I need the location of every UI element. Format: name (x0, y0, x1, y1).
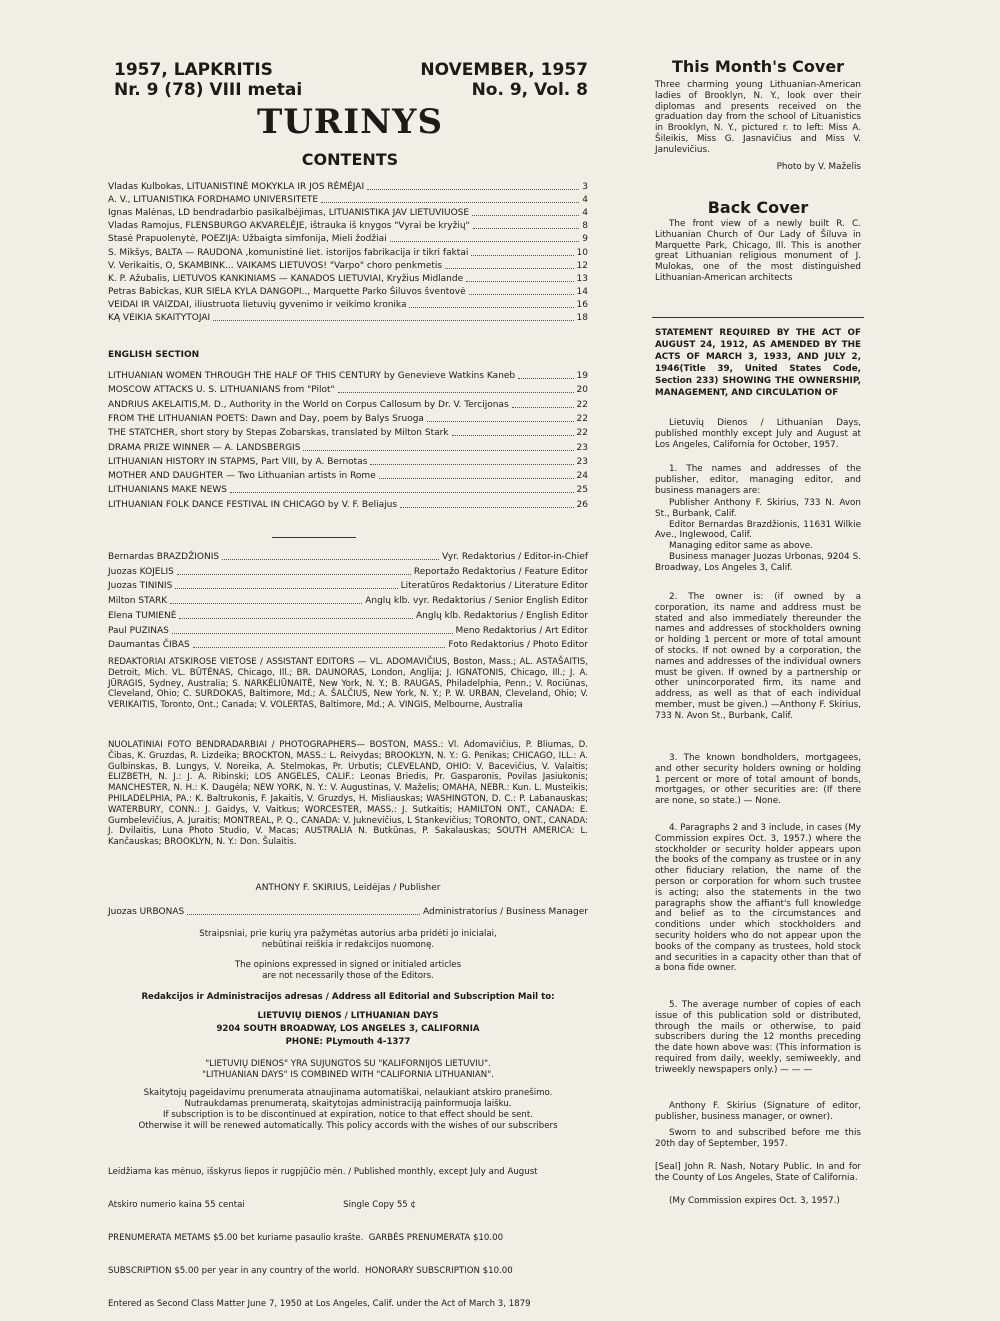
toc-entry-value: 16 (576, 299, 588, 310)
toc-entry-text: ANDRIUS AKELAITIS,M. D., Authority in the World on Corpus Callosum by Dr. V. Tercijonas (108, 399, 509, 410)
statement-p0: Lietuvių Dienos / Lithuanian Days, published monthly except July and August at Los Angeles, California for October, 1957. (655, 418, 861, 450)
toc-entry-text: Vladas Ramojus, FLENSBURGO AKVARELĖJE, ištrauka iš knygos "Vyrai be kryžių" (108, 221, 470, 232)
staff-entry-text: Daumantas ČIBAS (108, 640, 190, 651)
staff-entry-text: Milton STARK (108, 596, 168, 607)
staff-entry-text: Juozas TININIS (108, 581, 173, 592)
staff-entry-value: Anglų klb. vyr. Redaktorius / Senior English Editor (365, 596, 588, 607)
toc-entry-value: 23 (576, 442, 588, 453)
staff-entry-text: Juozas KOJELIS (108, 566, 174, 577)
leader-dots (452, 427, 574, 436)
toc-entry-value: 14 (576, 286, 588, 297)
leader-dots (400, 499, 574, 508)
staff-entry-text: Elena TUMIENĖ (108, 610, 177, 621)
statement-p3: 3. The known bondholders, mortgagees, and other security holders owning or holding 1 percent or more of total amount of bonds, mortgages, or other securities are: (If there are none, so state.) — None. (655, 753, 861, 807)
note-en-line: are not necessarily those of the Editors. (262, 971, 434, 981)
footer-line: SUBSCRIPTION $5.00 per year in any country of the world. HONORARY SUBSCRIPTION $10.00 (108, 1266, 513, 1276)
page-subtitle: CONTENTS (301, 150, 399, 169)
leader-dots (177, 566, 411, 575)
leader-dots (370, 456, 573, 465)
toc-entry-text: THE STATCHER, short story by Stepas Zobarskas, translated by Milton Stark (108, 428, 449, 439)
footer-line: Entered as Second Class Matter June 7, 1950 at Los Angeles, Calif. under the Act of March 3, 1879 (108, 1299, 531, 1309)
administrator-row (108, 906, 588, 918)
leader-dots (427, 413, 574, 422)
toc-entry-value: 4 (582, 195, 588, 206)
statement-p4: 4. Paragraphs 2 and 3 include, in cases (My Commission expires Oct. 3, 1957.) where the stockholder or security holder appears upon the books of the company as trustee or in any other fiduciary relation, the name of the person or corporation for whom such trustee is acting; also the statements in the two paragraphs show the affiant's full knowledge and belief as to the circumstances and conditions under which stockholders and security holders who do not appear upon the books of the company as trustees, hold stock and securities in a capacity other than that of a bona fide owner. (655, 823, 861, 974)
subscription-line: Otherwise it will be renewed automatically. This policy accords with the wishes of our subscribers (138, 1121, 558, 1131)
staff-entry (108, 610, 588, 622)
leader-dots (469, 286, 574, 295)
leader-dots (472, 207, 579, 216)
toc-entry-text: Stasė Prapuolenytė, POEZIJA: Užbaigta simfonija, Mieli žodžiai (108, 234, 387, 245)
toc-entry (108, 484, 588, 496)
publisher: ANTHONY F. SKIRIUS, Leidėjas / Publisher (255, 883, 441, 893)
toc-entry-text: LITHUANIAN FOLK DANCE FESTIVAL IN CHICAGO by V. F. Beliajus (108, 499, 398, 510)
toc-entry-text: S. Mikšys, BALTA — RAUDONA ,komunistinė liet. istorijos fabrikacija ir tikri faktai (108, 247, 469, 258)
toc-entry-text: LITHUANIAN HISTORY IN STAPMS, Part VIII, by A. Bernotas (108, 456, 368, 467)
staff-entry (108, 580, 588, 592)
photographers: NUOLATINIAI FOTO BENDRADARBIAI / PHOTOGRAPHERS— BOSTON, MASS.: Vl. Adomavičius, P. Bliumas, D. Čibas, K. Gruzdas, R. Lizdeika; BROCKTON, MASS.: L. Reivydas; BROOKLYN, N. Y.: G. Penikas; CHICAGO, ILL.: A. Gulbinskas, B. Lungys, V. Noreika, A. Stelmokas, Pr. Urbutis; CLEVELAND, OHIO: V. Bacevičius, V. Valaitis; ELIZBETH, N. J.: J. A. Ribinski; LOS ANGELES, CALIF.: Leonas Briedis, Pr. Gasparonis, Povilas Jasiukonis; MANCHESTER, N. H.: K. Daugėla; NEW YORK, N. Y.: V. Augustinas, V. Maželis; OMAHA, NEBR.: Kun. L. Musteikis; PHILADELPHIA, PA.: K. Baltrukonis, F. Jakaitis, V. Gruzdys, H. Misliauskas; WASHINGTON, D. C.: P. Labanauskas; WATERBURY, CONN.: J. Gaidys, V. Vaitkus; WORCESTER, MASS.: J. Sutkaitis; HAMILTON ONT., CANADA: E. Gumbelevičius, A. Juraitis; MONTREAL, P. Q., CANADA: V. Juknevičius, L Stankevičius; TORONTO, ONT., CANADA: J. Dvilaitis, Luna Photo Studio, V. Macas; AUSTRALIA N. Butkūnas, P. Sakalauskas; SOUTH AMERICA: L. Kančauskas; BROOKLYN, N. Y.: Don. Šulaitis. (108, 740, 588, 848)
toc-entry-value: 22 (576, 428, 588, 439)
toc-entry-value: 8 (582, 221, 588, 232)
staff-entry-text: Paul PUZINAS (108, 625, 169, 636)
statement-p1-list (655, 498, 861, 574)
address-line: 9204 SOUTH BROADWAY, LOS ANGELES 3, CALIFORNIA (216, 1024, 480, 1034)
leader-dots (170, 595, 362, 604)
statement-p1: 1. The names and addresses of the publisher, editor, managing editor, and business managers are: (655, 464, 861, 496)
staff-entry (108, 639, 588, 651)
staff-entry-text: Bernardas BRAZDŽIONIS (108, 552, 220, 562)
leader-dots (466, 273, 573, 282)
address-label: Redakcijos ir Administracijos adresas / Address all Editorial and Subscription Mail to: (141, 992, 555, 1002)
toc-entry-text: MOTHER AND DAUGHTER — Two Lithuanian artists in Rome (108, 471, 376, 482)
toc-entry (108, 384, 588, 396)
toc-entry (108, 370, 588, 382)
toc-entry-value: 9 (582, 234, 588, 245)
leader-dots (172, 625, 453, 634)
leader-dots (213, 312, 573, 321)
leader-dots (445, 260, 573, 269)
date-en: NOVEMBER, 1957 (420, 60, 588, 80)
merger-line: "LITHUANIAN DAYS" IS COMBINED WITH "CALIFORNIA LITHUANIAN". (202, 1070, 494, 1080)
leader-dots (193, 639, 446, 648)
toc-entry-value: 26 (576, 499, 588, 510)
footer-line: PRENUMERATA METAMS $5.00 bet kuriame pasaulio krašte. GARBĖS PRENUMERATA $10.00 (108, 1233, 504, 1243)
toc-entry-text: LITHUANIANS MAKE NEWS (108, 485, 227, 496)
address (108, 1010, 588, 1049)
toc-entry (108, 442, 588, 454)
administrator-role: Administratorius / Business Manager (423, 907, 588, 917)
toc-entry-text: Ignas Malėnas, LD bendradarbio pasikalbėjimas, LITUANISTIKA JAV LIETUVIUOSE (108, 208, 470, 219)
toc-entry-value: 22 (576, 413, 588, 424)
toc-entry (108, 399, 588, 411)
subscription-line: If subscription is to be discontinued at expiration, notice to that effect should be sent. (163, 1110, 533, 1120)
staff-entry (108, 625, 588, 637)
back-cover-text: The front view of a newly built R. C. Lithuanian Church of Our Lady of Šiluva in Marquette Park, Chicago, Ill. This is another great Lithuanian religious monument of J. Mulokas, one of the most distinguished Lithuanian-American architects (655, 219, 861, 283)
leader-dots (175, 580, 397, 589)
toc-entry-text: DRAMA PRIZE WINNER — A. LANDSBERGIS (108, 442, 301, 453)
dots (187, 906, 420, 915)
toc-entry (108, 299, 588, 311)
assistant-editors: REDAKTORIAI ATSKIROSE VIETOSE / ASSISTANT EDITORS — VL. ADOMAVIČIUS, Boston, Mass.; AL. ASTAŠAITIS, Detroit, Mich. VL. BŪTĖNAS, Chicago, Ill.; BR. DAUNORAS, London, Anglija; J. IGNATONIS, Chicago, Ill.; J. A. JŪRAGIS, Sydney, Australia; S. NARKĖLIŪNAITĖ, New York, N. Y.; B. RAUGAS, Philadelphia, Penn.; V. Rociūnas, Cleveland, Ohio; C. SURDOKAS, Baltimore, Md.; A. ŠALČIUS, New York, N. Y.; P. W. URBAN, Cleveland, Ohio; V. VERIKAITIS, Toronto, Ont.; Canada; V. VOLERTAS, Baltimore, Md.; A. VINGIS, Melbourne, Australia (108, 657, 588, 711)
toc-entry-text: V. Verikaitis, O, SKAMBINK... VAIKAMS LIETUVOS! "Varpo" choro penkmetis (108, 260, 443, 271)
cover-title: This Month's Cover (671, 57, 845, 76)
issue-en: No. 9, Vol. 8 (471, 80, 588, 100)
subscription-note (108, 1088, 588, 1132)
statement-signature: Anthony F. Skirius (Signature of editor, publisher, business manager, or owner). (655, 1101, 861, 1122)
divider (652, 317, 864, 318)
leader-dots (409, 299, 573, 308)
leader-dots (512, 399, 574, 408)
toc-entry (108, 233, 588, 245)
note-lt (108, 929, 588, 951)
staff-entry-value: Literatūros Redaktorius / Literature Editor (400, 581, 588, 592)
merger-note (108, 1059, 588, 1081)
toc-entry-text: VEIDAI IR VAIZDAI, iliustruota lietuvių gyvenimo ir veikimo kronika (108, 299, 407, 310)
staff-entry-value: Foto Redaktorius / Photo Editor (448, 640, 588, 651)
leader-dots (367, 181, 579, 190)
leader-dots (390, 233, 580, 242)
divider (272, 537, 356, 538)
leader-dots (338, 384, 574, 393)
toc-entry (108, 312, 588, 324)
date-lt: 1957, LAPKRITIS (114, 60, 273, 80)
subscription-line: Nutraukdamas prenumeratą, skaitytojas administraciją painformuoja laišku. (184, 1099, 512, 1109)
leader-dots (471, 247, 573, 256)
leader-dots (518, 370, 573, 379)
toc-entry-value: 18 (576, 313, 588, 323)
toc-entry-text: KĄ VEIKIA SKAITYTOJAI (108, 313, 211, 323)
toc-entry-value: 12 (576, 260, 588, 271)
leader-dots (179, 610, 413, 619)
issue-lt: Nr. 9 (78) VIII metai (114, 80, 303, 100)
page-title: TURINYS (256, 102, 443, 142)
toc-entry-text: MOSCOW ATTACKS U. S. LITHUANIANS from "Pilot" (108, 385, 335, 396)
statement-line: Managing editor same as above. (669, 541, 813, 552)
statement-seal: [Seal] John R. Nash, Notary Public. In and for the County of Los Angeles, State of California. (655, 1162, 861, 1183)
toc-entry (108, 470, 588, 482)
footer-line: Atskiro numerio kaina 55 centai Single Copy 55 ¢ (108, 1200, 416, 1210)
staff-entry-value: Meno Redaktorius / Art Editor (455, 625, 588, 636)
toc-entry (108, 247, 588, 259)
toc-entry-value: 10 (576, 247, 588, 258)
statement-line: Publisher Anthony F. Skirius, 733 N. Avon St., Burbank, Calif. (655, 498, 861, 519)
leader-dots (473, 220, 580, 229)
toc-entry-value: 19 (576, 371, 588, 381)
note-en-line: The opinions expressed in signed or initialed articles (234, 960, 462, 970)
toc-entry-text: LITHUANIAN WOMEN THROUGH THE HALF OF THIS CENTURY by Genevieve Watkins Kaneb (108, 371, 516, 381)
toc-entry-text: K. P. Ažubalis, LIETUVOS KANKINIAMS — KANADOS LIETUVIAI, Kryžius Midlande (108, 273, 464, 284)
toc-entry (108, 181, 588, 193)
note-en (108, 960, 588, 982)
statement-p5: 5. The average number of copies of each issue of this publication sold or distributed, through the mails or otherwise, to paid subscribers during the 12 months preceding the date hown above was: (This information is required from daily, weekly, semiweekly, and triweekly newspapers only.) — — — (655, 1000, 861, 1075)
subscription-line: Skaitytojų pageidavimu prenumerata atnaujinama automatiškai, nelaukiant atskiro pranešimo. (143, 1088, 553, 1098)
back-cover-title: Back Cover (707, 198, 809, 217)
note-lt-line: nebūtinai reiškia ir redakcijos nuomonę. (261, 940, 435, 950)
toc-entry (108, 427, 588, 439)
leader-dots (222, 551, 439, 560)
toc-entry-value: 25 (576, 485, 588, 496)
toc-entry (108, 413, 588, 425)
toc-entry-value: 13 (576, 273, 588, 284)
address-line: LIETUVIŲ DIENOS / LITHUANIAN DAYS (257, 1011, 439, 1021)
toc-entry (108, 273, 588, 285)
leader-dots (230, 484, 574, 493)
toc-entry-value: 23 (576, 456, 588, 467)
staff-entry-value: Reportažo Redaktorius / Feature Editor (413, 566, 588, 577)
cover-credit: Photo by V. Maželis (776, 162, 861, 172)
note-lt-line: Straipsniai, prie kurių yra pažymėtas autorius arba pridėti jo inicialai, (199, 929, 497, 939)
cover-text: Three charming young Lithuanian-American ladies of Brooklyn, N. Y., look over their diplomas and presents received on the graduation day from the school of Lituanistics in Brooklyn, N. Y., pictured r. to left: Miss A. Šileikis, Miss G. Jasnavičius and Miss V. Janulevičius. (655, 80, 861, 155)
toc-entry-text: Petras Babickas, KUR SIELA KYLA DANGOPI.., Marquette Parko Šiluvos šventovė (108, 286, 466, 297)
toc-entry (108, 260, 588, 272)
leader-dots (303, 442, 573, 451)
statement-p2: 2. The owner is: (if owned by a corporation, its name and address must be stated and also immediately thereunder the names and addresses of stockholders owning or holding 1 percent or more of total amount of stocks. If not owned by a corporation, the names and addresses of the individual owners must be given. If owned by a partnership or other unincorporated firm, its name and address, as well as that of each individual member, must be given.) —Anthony F. Skirius, 733 N. Avon St., Burbank, Calif. (655, 592, 861, 721)
statement-sworn: Sworn to and subscribed before me this 20th day of September, 1957. (655, 1128, 861, 1149)
footer (108, 1145, 588, 1321)
address-line: PHONE: PLymouth 4-1377 (285, 1037, 411, 1047)
toc-entry (108, 286, 588, 298)
administrator-name: Juozas URBONAS (108, 907, 185, 917)
toc-entry-value: 22 (576, 399, 588, 410)
merger-line: "LIETUVIŲ DIENOS" YRA SUJUNGTOS SU "KALIFORNIJOS LIETUVIU". (205, 1059, 491, 1069)
statement-commission: (My Commission expires Oct. 3, 1957.) (669, 1196, 840, 1206)
staff-entry (108, 551, 588, 563)
statement-line: Editor Bernardas Brazdžionis, 11631 Wilkie Ave., Inglewood, Calif. (655, 519, 861, 541)
toc-entry (108, 456, 588, 468)
staff-entry-value: Vyr. Redaktorius / Editor-in-Chief (442, 552, 588, 562)
toc-entry-value: 3 (582, 182, 588, 192)
leader-dots (321, 194, 579, 203)
toc-entry-value: 4 (582, 208, 588, 219)
toc-entry (108, 499, 588, 511)
footer-line: Leidžiama kas mėnuo, išskyrus liepos ir rugpjūčio mėn. / Published monthly, except July and August (108, 1167, 538, 1177)
staff-entry (108, 595, 588, 607)
staff-entry-value: Anglų klb. Redaktorius / English Editor (416, 610, 588, 621)
statement-heading: STATEMENT REQUIRED BY THE ACT OF AUGUST 24, 1912, AS AMENDED BY THE ACTS OF MARCH 3, 1933, AND JULY 2, 1946(Title 39, United States Code, Section 233) SHOWING THE OWNERSHIP, MANAGEMENT, AND CIRCULATION OF (655, 328, 861, 398)
statement-line: Business manager Juozas Urbonas, 9204 S. Broadway, Los Angeles 3, Calif. (655, 551, 861, 573)
leader-dots (379, 470, 574, 479)
toc-entry-value: 24 (576, 471, 588, 482)
toc-entry-value: 20 (576, 385, 588, 396)
toc-entry (108, 194, 588, 206)
toc-entry-text: Vladas Kulbokas, LITUANISTINĖ MOKYKLA IR JOS RĖMĖJAI (108, 182, 365, 192)
toc-entry-text: FROM THE LITHUANIAN POETS: Dawn and Day, poem by Balys Sruoga (108, 413, 424, 424)
staff-entry (108, 566, 588, 578)
english-section-label: ENGLISH SECTION (108, 350, 200, 360)
toc-entry-text: A. V., LITUANISTIKA FORDHAMO UNIVERSITETE (108, 195, 319, 206)
toc-entry (108, 220, 588, 232)
toc-entry (108, 207, 588, 219)
